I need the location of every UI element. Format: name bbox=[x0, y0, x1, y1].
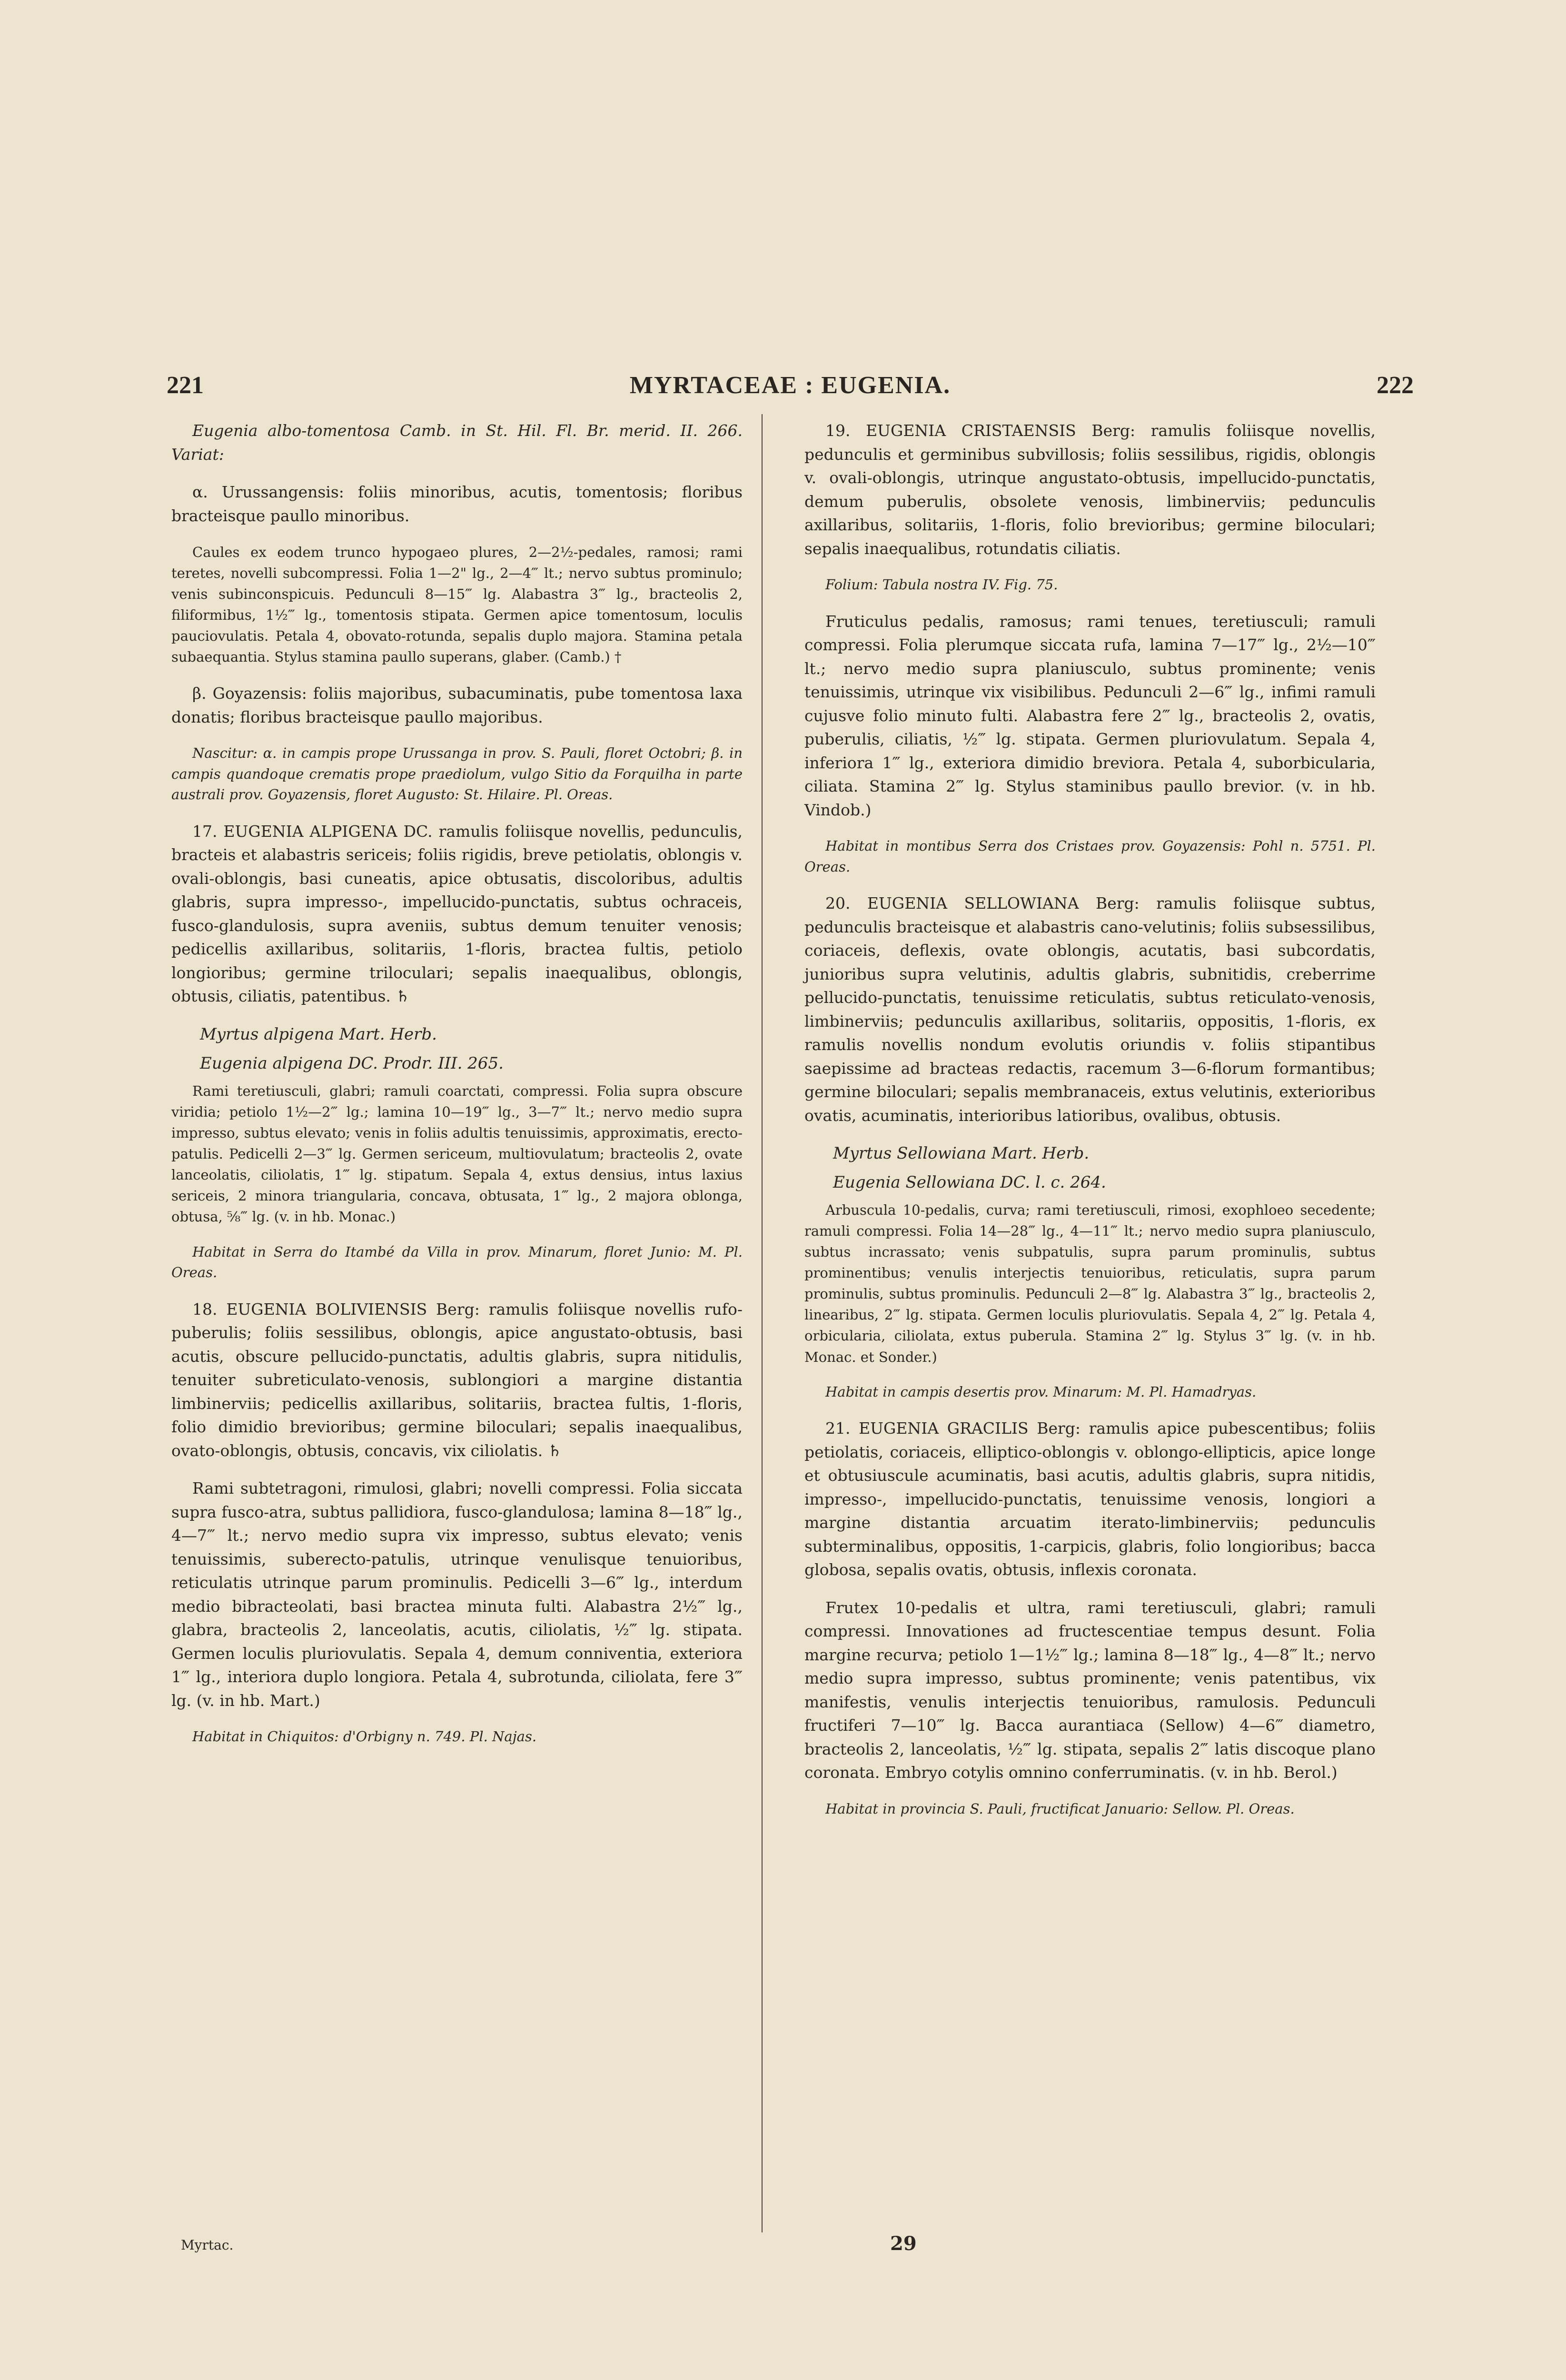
running-header bbox=[167, 371, 1414, 409]
habitat-note: Habitat in campis desertis prov. Minarum: M. Pl. Hamadryas. bbox=[825, 1383, 1257, 1400]
right-page-number: 222 bbox=[1377, 372, 1414, 399]
habitat-note: Habitat in Serra do Itambé da Villa in prov. Minarum, floret Junio: M. Pl. Oreas. bbox=[171, 1243, 743, 1281]
running-title: MYRTACEAE : EUGENIA. bbox=[629, 372, 951, 399]
synonym: Eugenia alpigena DC. Prodr. III. 265. bbox=[200, 1053, 504, 1073]
left-column bbox=[171, 419, 743, 1762]
footer-catchword: Myrtac. bbox=[181, 2237, 234, 2253]
variety-alpha: α. Urussangensis: foliis minoribus, acutis, tomentosis; floribus bracteisque paullo minoribus. bbox=[171, 483, 743, 525]
description-block: Rami subtetragoni, rimulosi, glabri; novelli compressi. Folia siccata supra fusco-atra, subtus pallidiora, fusco-glandulosa; lamina 8—18‴ lg., 4—7‴ lt.; nervo medio supra vix impresso, subtus elevato; venis tenuissimis, suberecto-patulis, utrinque venulisque tenuioribus, reticulatis utrinque parum prominulis. Pedicelli 3—6‴ lg., interdum medio bibracteolati, basi bractea minuta fulti. Alabastra 2½‴ lg., glabra, bracteolis 2, lanceolatis, acutis, ciliolatis, ½‴ lg. stipata. Germen loculis pluriovulatis. Sepala 4, demum conniventia, exteriora 1‴ lg., interiora duplo longiora. Petala 4, subrotunda, ciliolata, fere 3‴ lg. (v. in hb. Mart.) bbox=[171, 1479, 743, 1710]
habitat-note: Habitat in Chiquitos: d'Orbigny n. 749. Pl. Najas. bbox=[192, 1728, 537, 1745]
variety-beta: β. Goyazensis: foliis majoribus, subacuminatis, pube tomentosa laxa donatis; floribus bracteisque paullo majoribus. bbox=[171, 684, 743, 726]
description-block: Caules ex eodem trunco hypogaeo plures, 2—2½-pedales, ramosi; rami teretes, novelli subcompressi. Folia 1—2" lg., 2—4‴ lt.; nervo subtus prominulo; venis subinconspicuis. Pedunculi 8—15‴ lg. Alabastra 3‴ lg., bracteolis 2, filiformibus, 1½‴ lg., tomentosis stipata. Germen apice tomentosum, loculis pauciovulatis. Petala 4, obovato-rotunda, sepalis duplo majora. Stamina petala subaequantia. Stylus stamina paullo superans, glaber. (Camb.) † bbox=[171, 544, 743, 665]
species-entry-18: 18. EUGENIA BOLIVIENSIS Berg: ramulis foliisque novellis rufo-puberulis; foliis sessilibus, oblongis, apice angustato-obtusis, basi acutis, obscure pellucido-punctatis, adultis glabris, supra nitidulis, tenuiter subreticulato-venosis, sublongiori a margine distantia limbinerviis; pedicellis axillaribus, solitariis, bractea fultis, 1-floris, folio dimidio brevioribus; germine biloculari; sepalis inaequalibus, ovato-oblongis, obtusis, concavis, vix ciliolatis. ♄ bbox=[171, 1299, 743, 1460]
column-divider bbox=[762, 414, 763, 2232]
signature-mark: 29 bbox=[890, 2232, 917, 2255]
description-block: Frutex 10-pedalis et ultra, rami teretiusculi, glabri; ramuli compressi. Innovationes ad fructescentiae tempus desunt. Folia margine recurva; petiolo 1—1½‴ lg.; lamina 8—18‴ lg., 4—8‴ lt.; nervo medio supra impresso, subtus prominente; venis patentibus, vix manifestis, venulis interjectis tenuioribus, ramulosis. Pedunculi fructiferi 7—10‴ lg. Bacca aurantiaca (Sellow) 4—6‴ diametro, bracteolis 2, lanceolatis, ½‴ lg. stipata, sepalis 2‴ latis discoque plano coronata. Embryo cotylis omnino conferruminatis. (v. in hb. Berol.) bbox=[804, 1598, 1376, 1782]
description-block: Fruticulus pedalis, ramosus; rami tenues, teretiusculi; ramuli compressi. Folia plerumque siccata rufa, lamina 7—17‴ lg., 2½—10‴ lt.; nervo medio supra planiusculo, subtus prominente; venis tenuissimis, utrinque vix visibilibus. Pedunculi 2—6‴ lg., infimi ramuli cujusve folio minuto fulti. Alabastra fere 2‴ lg., bracteolis 2, ovatis, puberulis, ciliatis, ½‴ lg. stipata. Germen pluriovulatum. Sepala 4, inferiora 1‴ lg., exteriora dimidio breviora. Petala 4, suborbicularia, ciliata. Stamina 2‴ lg. Stylus staminibus paullo brevior. (v. in hb. Vindob.) bbox=[804, 612, 1376, 819]
synonym: Eugenia Sellowiana DC. l. c. 264. bbox=[833, 1173, 1106, 1192]
description-block: Arbuscula 10-pedalis, curva; rami teretiusculi, rimosi, exophloeo secedente; ramuli compressi. Folia 14—28‴ lg., 4—11‴ lt.; nervo medio supra planiusculo, subtus incrassato; venis subpatulis, supra parum prominulis, subtus prominentibus; venulis interjectis tenuioribus, reticulatis, supra parum prominulis, subtus prominulis. Pedunculi 2—8‴ lg. Alabastra 3‴ lg., bracteolis 2, linearibus, 2‴ lg. stipata. Germen loculis pluriovulatis. Sepala 4, 2‴ lg. Petala 4, orbicularia, ciliolata, extus puberula. Stamina 2‴ lg. Stylus 3‴ lg. (v. in hb. Monac. et Sonder.) bbox=[804, 1202, 1376, 1365]
species-citation: Eugenia albo-tomentosa Camb. in St. Hil. Fl. Br. merid. II. 266. Variat: bbox=[171, 421, 743, 464]
species-entry-21: 21. EUGENIA GRACILIS Berg: ramulis apice pubescentibus; foliis petiolatis, coriaceis, elliptico-oblongis v. oblongo-ellipticis, apice longe et obtusiuscule acuminatis, basi acutis, adultis glabris, supra nitidis, impresso-, impellucido-punctatis, tenuissime venosis, longiori a margine distantia arcuatim iterato-limbinerviis; pedunculis subterminalibus, oppositis, 1-carpicis, glabris, folio longioribus; bacca globosa, sepalis ovatis, obtusis, inflexis coronata. bbox=[804, 1419, 1376, 1579]
left-page-number: 221 bbox=[167, 372, 204, 399]
habitat-note: Habitat in montibus Serra dos Cristaes prov. Goyazensis: Pohl n. 5751. Pl. Oreas. bbox=[804, 838, 1376, 875]
figure-reference: Folium: Tabula nostra IV. Fig. 75. bbox=[825, 576, 1058, 593]
species-entry-19: 19. EUGENIA CRISTAENSIS Berg: ramulis foliisque novellis, pedunculis et germinibus subvillosis; foliis sessilibus, rigidis, oblongis v. ovali-oblongis, utrinque angustato-obtusis, impellucido-punctatis, demum puberulis, obsolete venosis, limbinerviis; pedunculis axillaribus, solitariis, 1-floris, folio brevioribus; germine biloculari; sepalis inaequalibus, rotundatis ciliatis. bbox=[804, 421, 1376, 558]
habitat-note: Nascitur: α. in campis prope Urussanga in prov. S. Pauli, floret Octobri; β. in campis quandoque crematis prope praediolum, vulgo Sitio da Forquilha in parte australi prov. Goyazensis, floret Augusto: St. Hilaire. Pl. Oreas. bbox=[171, 745, 743, 803]
description-block: Rami teretiusculi, glabri; ramuli coarctati, compressi. Folia supra obscure viridia; petiolo 1½—2‴ lg.; lamina 10—19‴ lg., 3—7‴ lt.; nervo medio supra impresso, subtus elevato; venis in foliis adultis tenuissimis, approximatis, erecto-patulis. Pedicelli 2—3‴ lg. Germen sericeum, multiovulatum; bracteolis 2, ovate lanceolatis, ciliolatis, 1‴ lg. stipatum. Sepala 4, extus densius, intus laxius sericeis, 2 minora triangularia, concava, obtusata, 1‴ lg., 2 majora oblonga, obtusa, ⅝‴ lg. (v. in hb. Monac.) bbox=[171, 1082, 743, 1225]
habitat-note: Habitat in provincia S. Pauli, fructificat Januario: Sellow. Pl. Oreas. bbox=[825, 1800, 1295, 1817]
synonym: Myrtus alpigena Mart. Herb. bbox=[200, 1024, 437, 1044]
species-entry-20: 20. EUGENIA SELLOWIANA Berg: ramulis foliisque subtus, pedunculis bracteisque et alabastris cano-velutinis; foliis subsessilibus, coriaceis, deflexis, ovate oblongis, acutatis, basi subcordatis, junioribus supra velutinis, adultis glabris, subnitidis, creberrime pellucido-punctatis, tenuissime reticulatis, subtus reticulato-venosis, limbinerviis; pedunculis axillaribus, solitariis, oppositis, 1-floris, ex ramulis novellis nondum evolutis oriundis v. foliis stipantibus saepissime ad bracteas redactis, racemum 3—6-florum formantibus; germine biloculari; sepalis membranaceis, extus velutinis, exterioribus ovatis, acuminatis, interioribus latioribus, ovalibus, obtusis. bbox=[804, 894, 1376, 1125]
synonym: Myrtus Sellowiana Mart. Herb. bbox=[833, 1144, 1090, 1163]
species-entry-17: 17. EUGENIA ALPIGENA DC. ramulis foliisque novellis, pedunculis, bracteis et alabastris sericeis; foliis rigidis, breve petiolatis, oblongis v. ovali-oblongis, basi cuneatis, apice obtusatis, discoloribus, adultis glabris, supra impresso-, impellucido-punctatis, subtus ochraceis, fusco-glandulosis, supra aveniis, subtus demum tenuiter venosis; pedicellis axillaribus, solitariis, 1-floris, bractea fultis, petiolo longioribus; germine triloculari; sepalis inaequalibus, oblongis, obtusis, ciliatis, patentibus. ♄ bbox=[171, 822, 743, 1006]
right-column bbox=[804, 419, 1376, 1834]
